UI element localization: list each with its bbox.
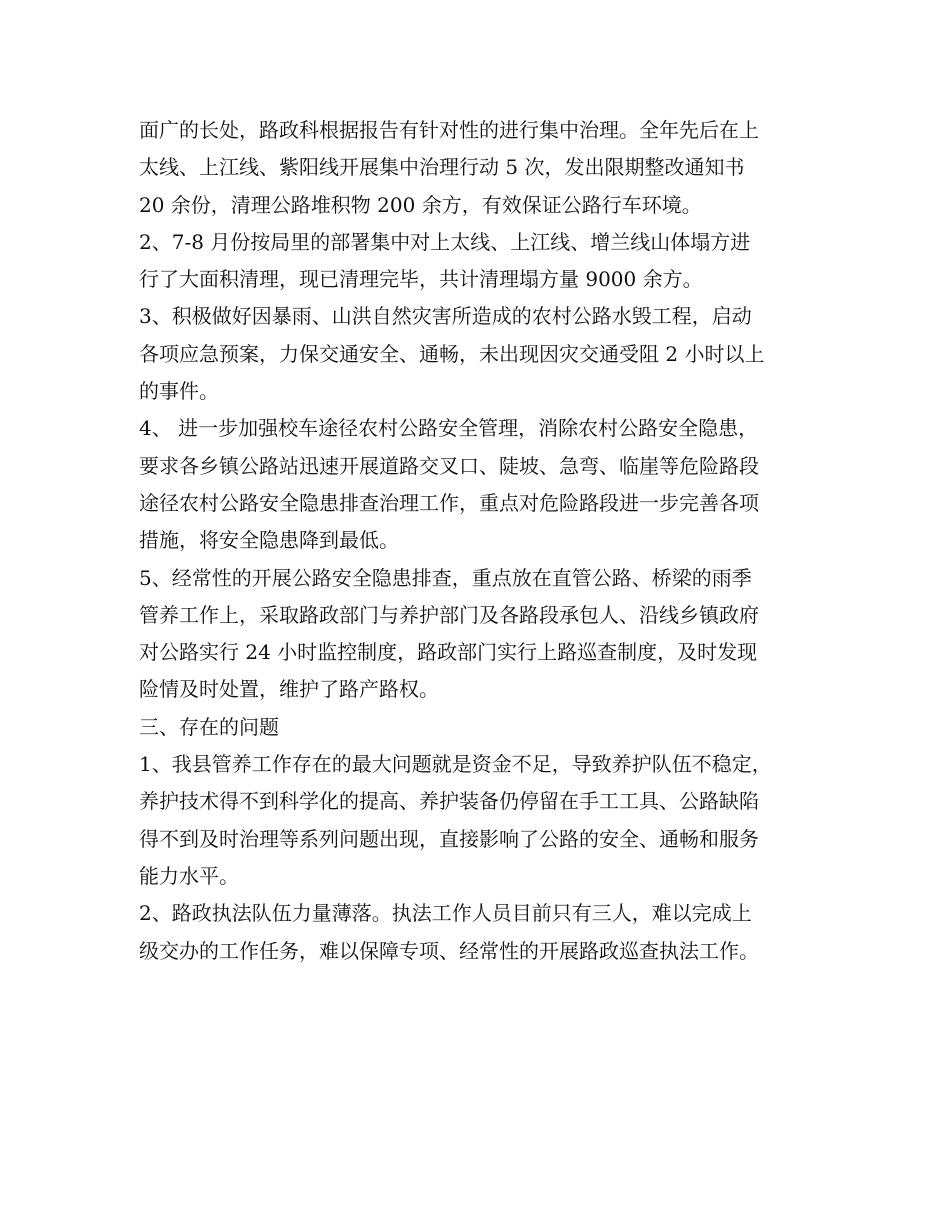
text-line: 对公路实行 24 小时监控制度，路政部门实行上路巡查制度，及时发现: [139, 640, 758, 665]
text-line: 要求各乡镇公路站迅速开展道路交叉口、陡坡、急弯、临崖等危险路段: [139, 453, 759, 478]
text-line: 1、我县管养工作存在的最大问题就是资金不足，导致养护队伍不稳定，: [139, 752, 772, 777]
section-heading: 三、存在的问题: [139, 714, 279, 739]
text-line: 级交办的工作任务，难以保障专项、经常性的开展路政巡查执法工作。: [139, 938, 759, 963]
text-line: 2、路政执法队伍力量薄落。执法工作人员目前只有三人，难以完成上: [139, 901, 752, 926]
text-line: 的事件。: [139, 379, 219, 404]
text-line: 2、7-8 月份按局里的部署集中对上太线、上江线、增兰线山体塌方进: [139, 229, 751, 254]
document-body: [139, 112, 829, 970]
text-line: 险情及时处置，维护了路产路权。: [139, 677, 439, 702]
text-line: 5、经常性的开展公路安全隐患排查，重点放在直管公路、桥梁的雨季: [139, 565, 752, 590]
text-line: 途径农村公路安全隐患排查治理工作，重点对危险路段进一步完善各项: [139, 490, 759, 515]
text-line: 养护技术得不到科学化的提高、养护装备仍停留在手工工具、公路缺陷: [139, 789, 759, 814]
text-line: 面广的长处，路政科根据报告有针对性的进行集中治理。全年先后在上: [139, 118, 759, 142]
text-line: 行了大面积清理，现已清理完毕，共计清理塌方量 9000 余方。: [139, 267, 703, 292]
text-line: 管养工作上，采取路政部门与养护部门及各路段承包人、沿线乡镇政府: [139, 602, 759, 627]
text-line: 措施，将安全隐患降到最低。: [139, 528, 399, 553]
text-line: 4、 进一步加强校车途径农村公路安全管理，消除农村公路安全隐患，: [139, 416, 759, 441]
text-line: 各项应急预案，力保交通安全、通畅，未出现因灾交通受阻 2 小时以上: [139, 341, 765, 366]
text-line: 能力水平。: [139, 863, 239, 888]
text-line: 太线、上江线、紫阳线开展集中治理行动 5 次，发出限期整改通知书: [139, 155, 745, 180]
text-line: 得不到及时治理等系列问题出现，直接影响了公路的安全、通畅和服务: [139, 826, 759, 851]
text-line: 3、积极做好因暴雨、山洪自然灾害所造成的农村公路水毁工程，启动: [139, 304, 752, 329]
text-line: 20 余份，清理公路堆积物 200 余方，有效保证公路行车环境。: [139, 192, 702, 217]
